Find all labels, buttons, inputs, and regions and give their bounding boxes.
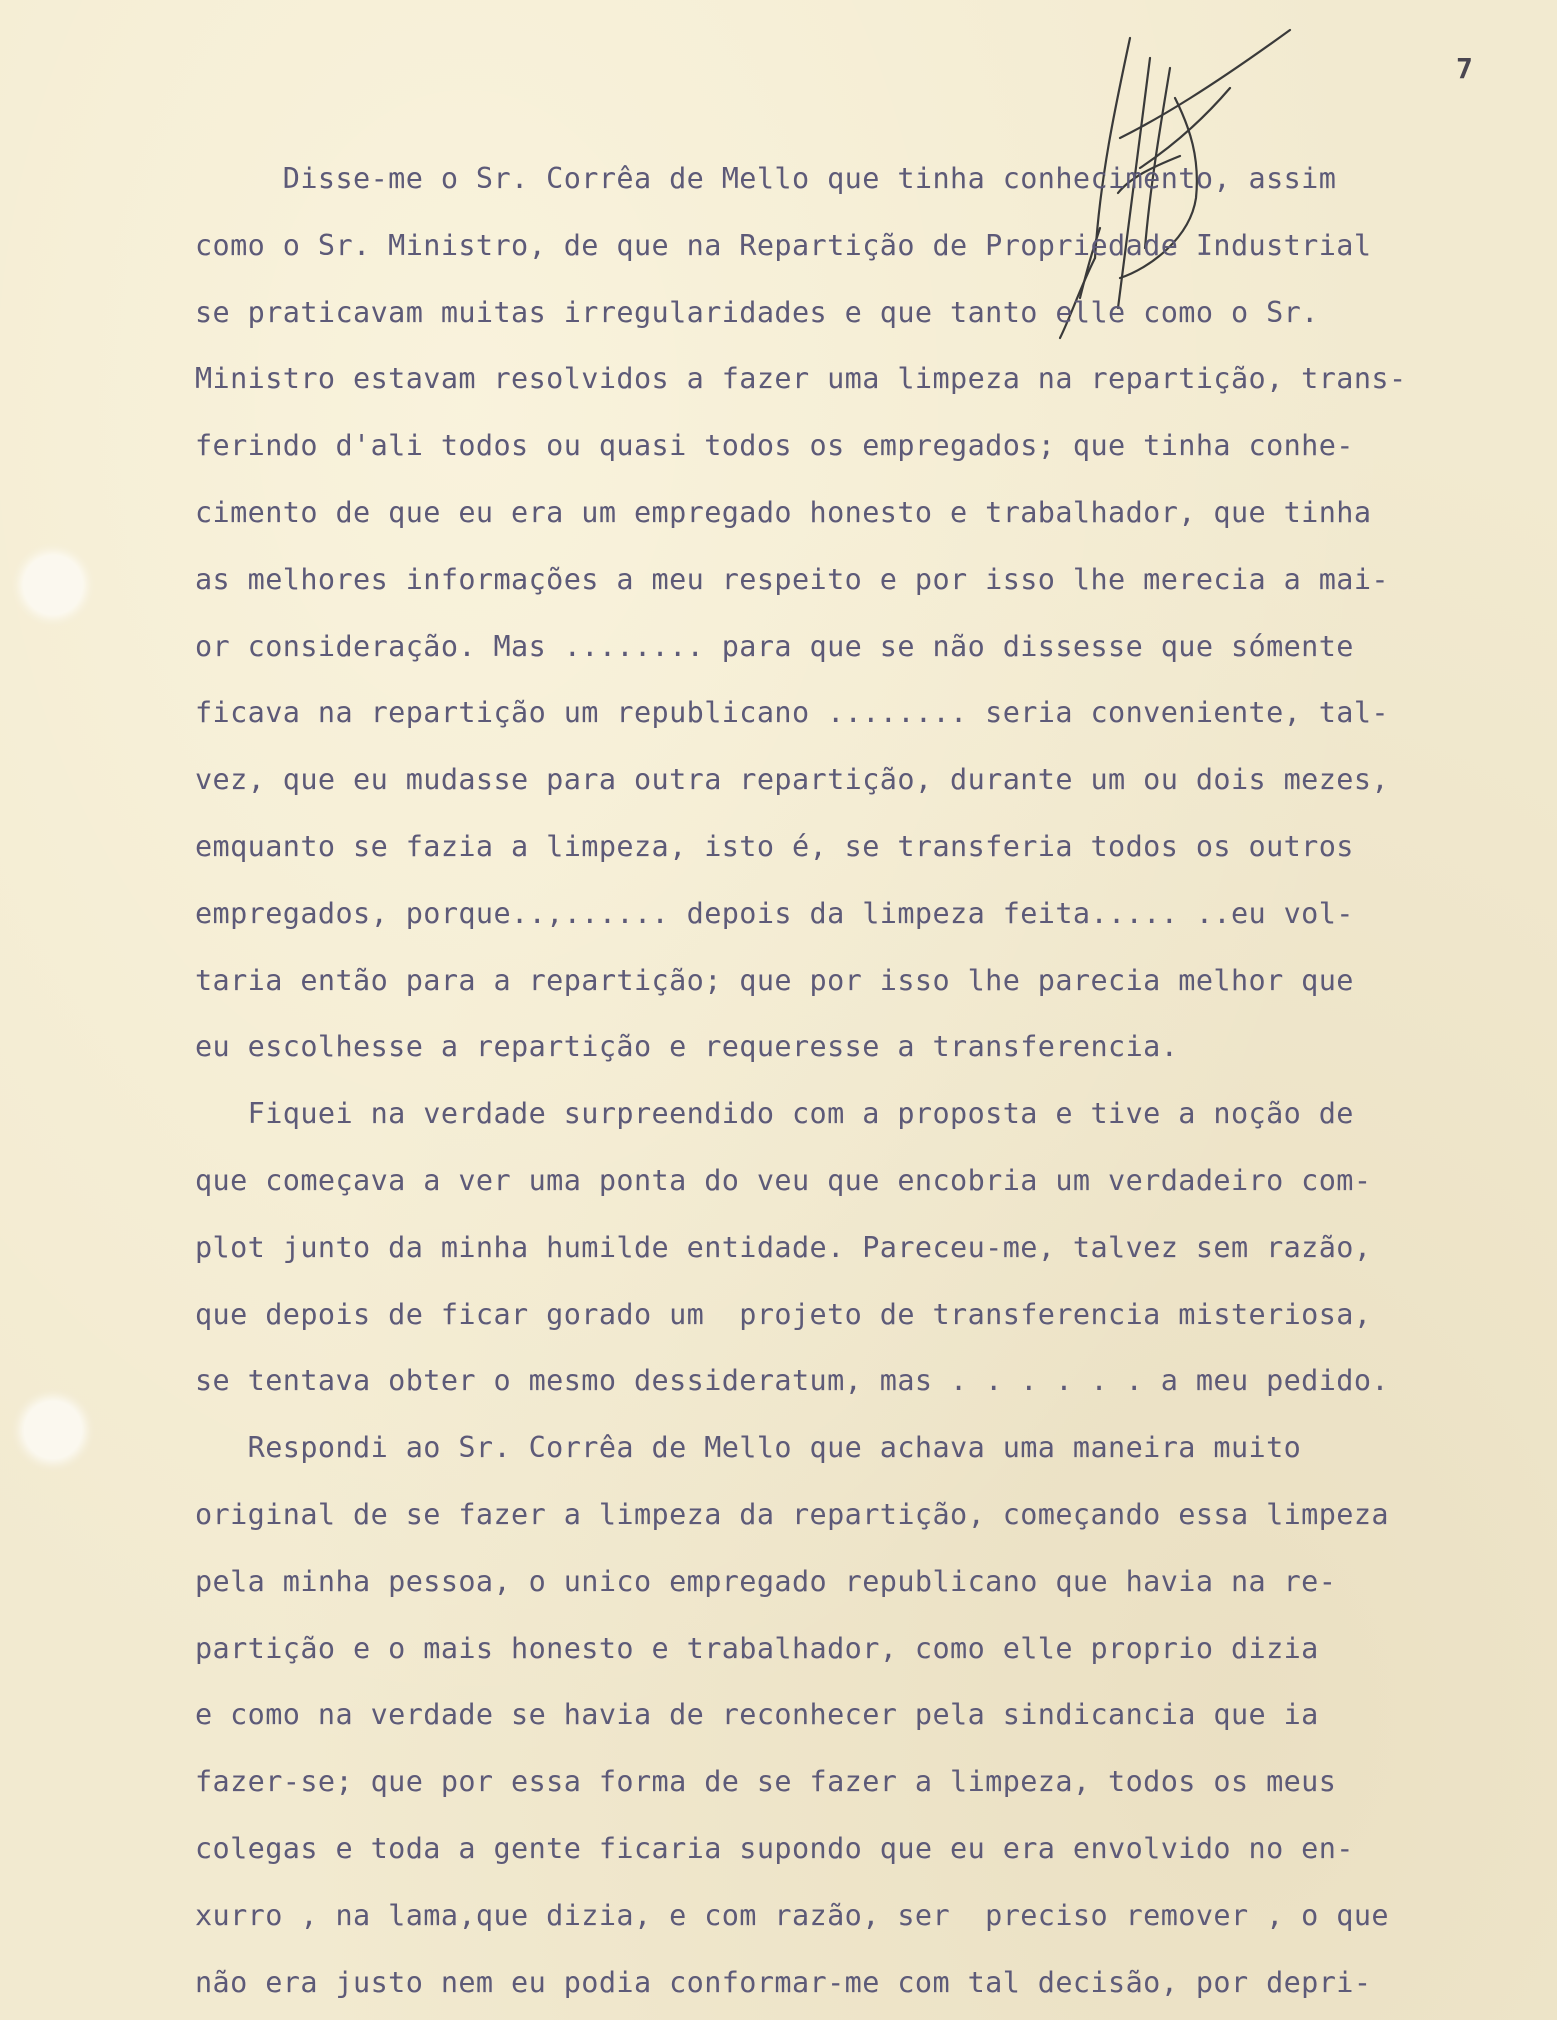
text-line: emquanto se fazia a limpeza, isto é, se transferia todos os outros <box>195 829 1354 863</box>
text-line: original de se fazer a limpeza da repartição, começando essa limpeza <box>195 1497 1389 1531</box>
text-line: partição e o mais honesto e trabalhador, como elle proprio dizia <box>195 1631 1319 1665</box>
text-line: ferindo d'ali todos ou quasi todos os empregados; que tinha conhe- <box>195 429 1354 463</box>
typed-text-body <box>195 146 1535 2016</box>
text-line: Fiquei na verdade surpreendido com a proposta e tive a noção de <box>195 1097 1354 1131</box>
punch-hole <box>24 1401 82 1459</box>
text-line: Respondi ao Sr. Corrêa de Mello que achava uma maneira muito <box>195 1431 1302 1465</box>
text-line: colegas e toda a gente ficaria supondo que eu era envolvido no en- <box>195 1831 1354 1865</box>
text-line: taria então para a repartição; que por isso lhe parecia melhor que <box>195 963 1354 997</box>
text-line: ficava na repartição um republicano ........ seria conveniente, tal- <box>195 696 1389 730</box>
punch-hole <box>24 556 82 614</box>
text-line: Disse-me o Sr. Corrêa de Mello que tinha conhecimento, assim <box>195 162 1337 195</box>
text-line: que começava a ver uma ponta do veu que encobria um verdadeiro com- <box>195 1163 1372 1197</box>
text-line: como o Sr. Ministro, de que na Repartição de Propriedade Industrial <box>195 228 1372 262</box>
page-number: 7 <box>1456 52 1473 85</box>
text-line: e como na verdade se havia de reconhecer pela sindicancia que ia <box>195 1698 1319 1732</box>
text-line: Ministro estavam resolvidos a fazer uma limpeza na repartição, trans- <box>195 362 1407 396</box>
text-line: pela minha pessoa, o unico empregado republicano que havia na re- <box>195 1564 1337 1598</box>
text-line: que depois de ficar gorado um projeto de transferencia misteriosa, <box>195 1297 1372 1331</box>
text-line: or consideração. Mas ........ para que se não dissesse que sómente <box>195 629 1354 663</box>
text-line: não era justo nem eu podia conformar-me com tal decisão, por depri- <box>195 1965 1372 1999</box>
text-line: eu escolhesse a repartição e requeresse a transferencia. <box>195 1030 1179 1064</box>
text-line: se tentava obter o mesmo dessideratum, mas . . . . . . a meu pedido. <box>195 1364 1389 1398</box>
text-line: empregados, porque..,...... depois da limpeza feita..... ..eu vol- <box>195 896 1354 930</box>
text-line: fazer-se; que por essa forma de se fazer a limpeza, todos os meus <box>195 1765 1337 1799</box>
text-line: cimento de que eu era um empregado honesto e trabalhador, que tinha <box>195 495 1372 529</box>
text-line: vez, que eu mudasse para outra repartição, durante um ou dois mezes, <box>195 763 1389 797</box>
text-line: plot junto da minha humilde entidade. Pareceu-me, talvez sem razão, <box>195 1230 1372 1264</box>
text-line: as melhores informações a meu respeito e por isso lhe merecia a mai- <box>195 562 1389 596</box>
text-line: xurro , na lama,que dizia, e com razão, ser preciso remover , o que <box>195 1898 1389 1932</box>
text-line: se praticavam muitas irregularidades e que tanto elle como o Sr. <box>195 295 1319 329</box>
